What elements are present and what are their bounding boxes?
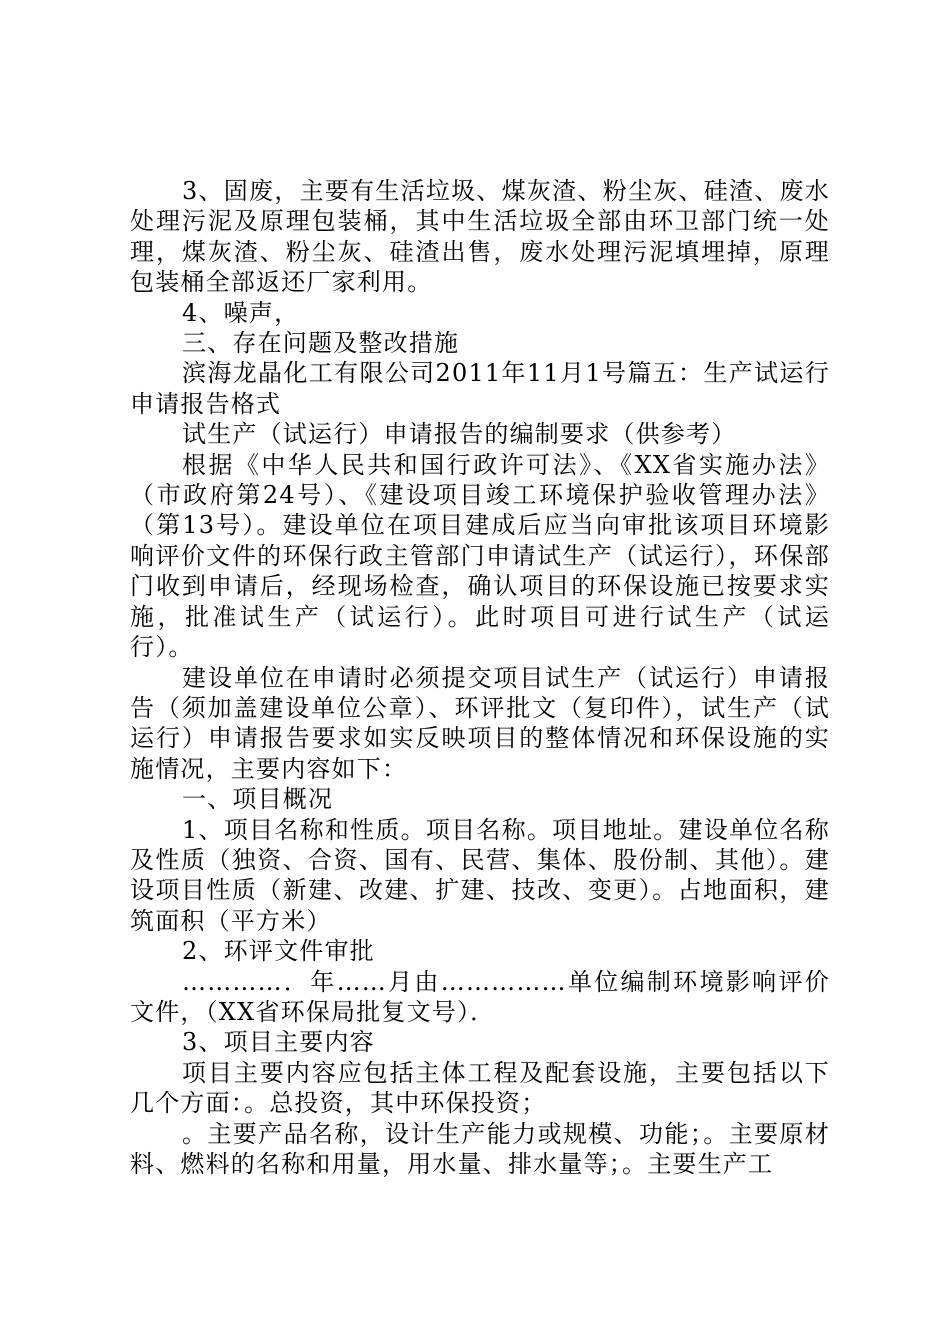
paragraph-eia-details: …………．年……月由……………单位编制环境影响评价文件，（XX省环保局批复文号）． (130, 967, 830, 1026)
document-body (130, 176, 830, 1179)
paragraph-noise: 4、噪声， (182, 298, 300, 327)
paragraph-company-date: 滨海龙晶化工有限公司2011年11月1号篇五：生产试运行申请报告格式 (130, 359, 830, 418)
heading-main-content: 3、项目主要内容 (182, 1028, 375, 1057)
heading-problems-measures: 三、存在问题及整改措施 (182, 329, 460, 358)
paragraph-products-materials: 。主要产品名称，设计生产能力或规模、功能；。主要原材料、燃料的名称和用量，用水量、排水量等；。主要生产工 (130, 1119, 830, 1178)
paragraph-solid-waste: 3、固废，主要有生活垃圾、煤灰渣、粉尘灰、硅渣、废水处理污泥及原理包装桶，其中生活垃圾全部由环卫部门统一处理，煤灰渣、粉尘灰、硅渣出售，废水处理污泥填埋掉，原理包装桶全部返还厂家利用。 (130, 177, 830, 297)
paragraph-project-name-nature: 1、项目名称和性质。项目名称。项目地址。建设单位名称及性质（独资、合资、国有、民营、集体、股份制、其他）。建设项目性质（新建、改建、扩建、技改、变更）。占地面积，建筑面积（平方米） (130, 815, 830, 935)
heading-report-requirements: 试生产（试运行）申请报告的编制要求（供参考） (182, 420, 737, 449)
paragraph-legal-basis: 根据《中华人民共和国行政许可法》、《XX省实施办法》（市政府第24号）、《建设项目竣工环境保护验收管理办法》（第13号）。建设单位在项目建成后应当向审批该项目环境影响评价文件的环保行政主管部门申请试生产（试运行），环保部门收到申请后，经现场检查，确认项目的环保设施已按要求实施，批准试生产（试运行）。此时项目可进行试生产（试运行）。 (130, 450, 830, 662)
paragraph-main-content: 项目主要内容应包括主体工程及配套设施，主要包括以下几个方面：。总投资，其中环保投资； (130, 1058, 830, 1118)
heading-eia-approval: 2、环评文件审批 (182, 937, 375, 966)
paragraph-submission: 建设单位在申请时必须提交项目试生产（试运行）申请报告（须加盖建设单位公章）、环评批文（复印件），试生产（试运行）申请报告要求如实反映项目的整体情况和环保设施的实施情况，主要内容如下： (130, 663, 830, 783)
heading-project-overview: 一、项目概况 (182, 785, 334, 814)
